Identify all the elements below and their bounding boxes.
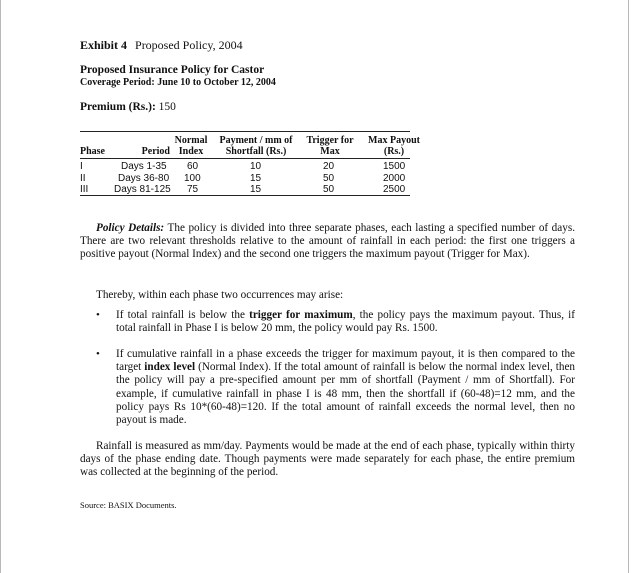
source-note: Source: BASIX Documents.: [80, 500, 177, 510]
exhibit-label: Exhibit 4: [80, 38, 128, 52]
coverage-period: Coverage Period: June 10 to October 12, 2004: [80, 77, 276, 88]
rainfall-text: Rainfall is measured as mm/day. Payments would be made at the end of each phase, typically within thirty days of the phase ending date. Though payments were made separately for each phase, the entire premium was collected at the beginning of the period.: [80, 440, 575, 479]
exhibit-title: Proposed Policy, 2004: [135, 38, 243, 52]
cell-normal: 100: [184, 173, 201, 184]
policy-details-text: The policy is divided into three separate phases, each lasting a specified number of days. There are two relevant thresholds relative to the amount of rainfall in each period: the first one triggers a positive payout (Normal Index) and the second one triggers the maximum payout (Trigger for Max).: [80, 222, 575, 261]
bullet-item-index-level: [116, 348, 575, 427]
cell-payment: 15: [250, 184, 262, 195]
premium-label: Premium (Rs.):: [80, 101, 156, 113]
cell-phase: III: [80, 184, 89, 195]
premium-line: [80, 101, 176, 113]
table-header-rule: [80, 158, 410, 159]
cell-period: Days 81-125: [114, 184, 171, 195]
header-maxpay-1: Max Payout: [368, 135, 420, 146]
premium-value: 150: [158, 101, 176, 113]
header-normal-2: Index: [178, 146, 204, 157]
header-normal-1: Normal: [174, 135, 208, 146]
policy-title: Proposed Insurance Policy for Castor: [80, 64, 265, 76]
cell-max: 2000: [383, 173, 406, 184]
exhibit-heading: [80, 38, 243, 53]
bullet-item-max-trigger: [116, 309, 575, 335]
bullet-marker: •: [96, 309, 100, 321]
bullet1-bold: trigger for maximum: [249, 309, 353, 321]
cell-phase: I: [80, 161, 83, 172]
header-trigger-1: Trigger for: [306, 135, 354, 146]
bullet-marker: •: [96, 348, 100, 360]
page-left-border: [0, 0, 1, 573]
cell-max: 1500: [383, 161, 406, 172]
bullet1-post: , the policy pays the maximum payout. Thus, if total rainfall in Phase I is below 20 mm, the policy would pay Rs. 1500.: [116, 309, 576, 335]
thereby-paragraph: [80, 289, 575, 302]
policy-details-label: Policy Details:: [96, 222, 165, 234]
policy-details-paragraph: [80, 222, 575, 262]
table-bottom-rule: [80, 195, 410, 196]
thereby-text: Thereby, within each phase two occurrences may arise:: [96, 289, 344, 301]
page-right-border: [628, 0, 629, 573]
cell-period: Days 36-80: [118, 173, 170, 184]
cell-trigger: 20: [323, 161, 335, 172]
header-period: Period: [141, 146, 170, 157]
cell-payment: 10: [250, 161, 262, 172]
table-top-rule: [80, 131, 410, 132]
cell-trigger: 50: [323, 173, 335, 184]
cell-trigger: 50: [323, 184, 335, 195]
rainfall-paragraph: [80, 440, 575, 480]
bullet1-pre: If total rainfall is below the: [116, 309, 245, 321]
cell-phase: II: [80, 173, 86, 184]
bullet2-bold: index level: [144, 361, 196, 374]
header-trigger-2: Max: [320, 146, 340, 157]
cell-max: 2500: [383, 184, 406, 195]
cell-payment: 15: [250, 173, 262, 184]
cell-normal: 60: [187, 161, 199, 172]
bullet2-pre: If cumulative rainfall in a phase exceeds the trigger for maximum payout, it is then compared to the target: [116, 348, 575, 374]
cell-normal: 75: [187, 184, 199, 195]
header-payment-2: Shortfall (Rs.): [225, 146, 287, 157]
header-maxpay-2: (Rs.): [383, 146, 405, 157]
header-payment-1: Payment / mm of: [219, 135, 293, 146]
cell-period: Days 1-35: [121, 161, 167, 172]
bullet2-post: (Normal Index). If the total amount of rainfall is below the normal index level, then the policy will pay a pre-specified amount per mm of shortfall (Payment / mm of Shortfall). For example, if cumulative rainfall in phase I is 48 mm, then the shortfall if (60-48)=12 mm, and the policy pays Rs 10*(60-48)=120. If the total amount of rainfall exceeds the normal level, then no payout is made.: [116, 361, 575, 427]
header-phase: Phase: [80, 146, 105, 157]
